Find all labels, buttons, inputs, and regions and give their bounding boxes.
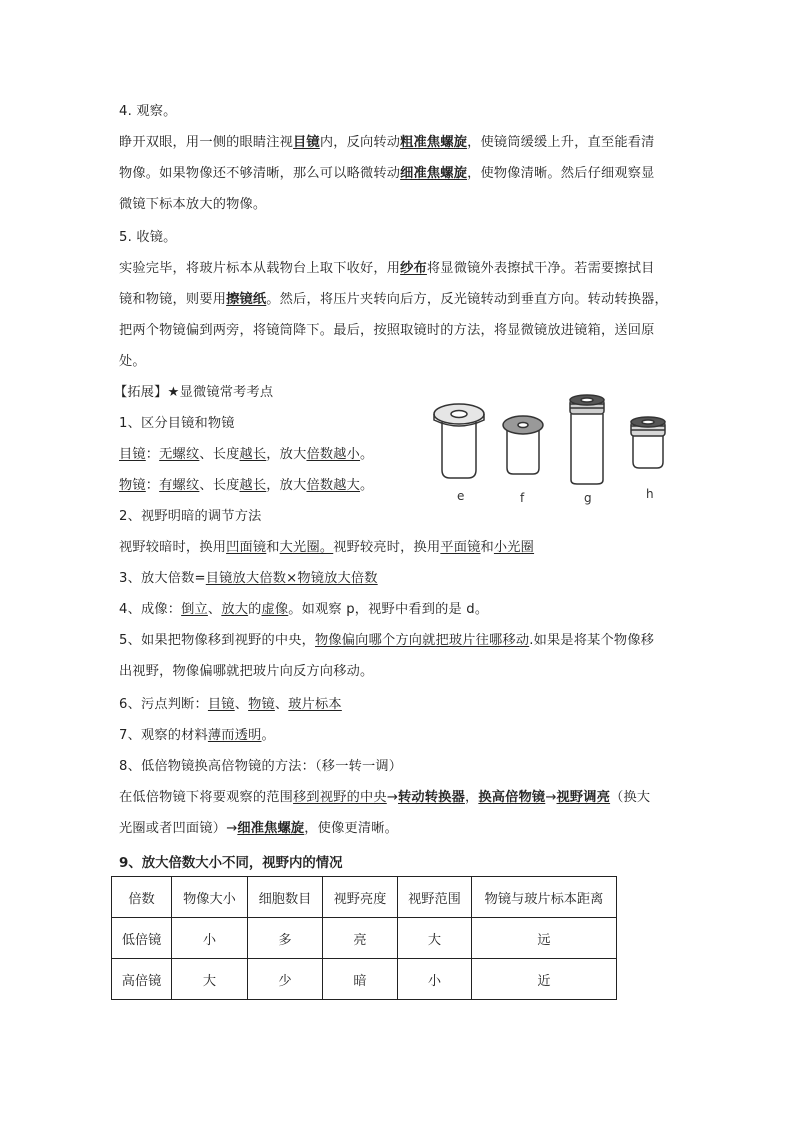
text: → <box>386 790 399 805</box>
keyword: 物镜 <box>119 478 146 493</box>
text: 、长度 <box>199 478 240 493</box>
keyword: 擦镜纸 <box>226 292 267 307</box>
text: 、长度 <box>199 447 240 462</box>
table-cell: 大 <box>172 959 248 1000</box>
step5-line2 <box>119 291 668 309</box>
point5-line1 <box>119 632 654 650</box>
keyword: 凹面镜 <box>226 540 267 555</box>
point1-eyepiece <box>119 446 373 464</box>
text: ，放大 <box>266 478 307 493</box>
text: 3、放大倍数= <box>119 571 206 586</box>
point1-title: 1、区分目镜和物镜 <box>119 416 235 431</box>
text: 睁开双眼，用一侧的眼睛注视 <box>119 135 294 150</box>
point1-objective <box>119 477 373 495</box>
keyword: 目镜 <box>293 135 320 150</box>
text: 。 <box>360 447 374 462</box>
expand-title: 【拓展】★显微镜常考考点 <box>114 385 274 400</box>
point5-line2: 出视野，物像偏哪就把玻片向反方向移动。 <box>119 664 374 679</box>
lens-label-h: h <box>646 487 654 501</box>
keyword: 小光圈 <box>493 540 535 555</box>
point9-title: 9、放大倍数大小不同，视野内的情况 <box>119 856 343 871</box>
lens-illustration <box>428 392 678 510</box>
point8-title: 8、低倍物镜换高倍物镜的方法：（移一转一调） <box>119 759 403 774</box>
text: 物像。如果物像还不够清晰，那么可以略微转动 <box>119 166 401 181</box>
keyword: 越长 <box>239 478 267 493</box>
table-cell: 小 <box>172 918 248 959</box>
objective-g-icon <box>570 395 604 484</box>
point2-title: 2、视野明暗的调节方法 <box>119 509 262 524</box>
step4-line1 <box>119 134 655 152</box>
step5-line4: 处。 <box>119 354 146 369</box>
lens-label-g: g <box>584 491 592 505</box>
keyword: 倍数越小 <box>306 447 361 462</box>
table-row <box>112 918 617 959</box>
text: 。然后，将压片夹转向后方，反光镜转动到垂直方向。转动转换器， <box>266 292 668 307</box>
keyword: 转动转换器 <box>398 790 465 805</box>
keyword: 视野调亮 <box>556 790 611 805</box>
table-cell: 近 <box>472 959 617 1000</box>
text: 在低倍物镜下将要观察的范围 <box>119 790 294 805</box>
keyword: 移到视野的中央 <box>293 790 387 805</box>
step4-line2 <box>119 165 655 183</box>
text: 7、观察的材料 <box>119 728 208 743</box>
table-cell: 低倍镜 <box>112 918 172 959</box>
lens-label-e: e <box>457 489 465 503</box>
text: 视野较暗时，换用 <box>119 540 227 555</box>
text: 。 <box>261 728 275 743</box>
point6 <box>119 696 342 714</box>
table-header-cell: 视野范围 <box>398 877 472 918</box>
text: ： <box>145 478 160 493</box>
text: 实验完毕，将玻片标本从载物台上取下收好，用 <box>119 261 401 276</box>
table-header-cell: 物像大小 <box>172 877 248 918</box>
text: 、 <box>274 697 289 712</box>
point8-line1 <box>119 789 650 807</box>
keyword: 玻片标本 <box>288 697 342 712</box>
objective-h-icon <box>631 417 665 468</box>
step5-heading: 5. 收镜。 <box>119 230 177 245</box>
keyword: 粗准焦螺旋 <box>400 135 468 150</box>
point7 <box>119 727 275 745</box>
table-row <box>112 959 617 1000</box>
keyword: 目镜 <box>207 697 235 712</box>
keyword: 倒立 <box>181 602 208 617</box>
keyword: 细准焦螺旋 <box>400 166 468 181</box>
eyepiece-f-icon <box>503 416 543 474</box>
step4-line3: 微镜下标本放大的物像。 <box>119 197 267 212</box>
text: 4、成像： <box>119 602 182 617</box>
text: 。如观察 p，视野中看到的是 d。 <box>288 602 489 617</box>
text: 、 <box>207 602 222 617</box>
keyword: 纱布 <box>400 261 427 276</box>
text: ，使像更清晰。 <box>304 821 399 836</box>
keyword: 物镜 <box>248 697 275 712</box>
text: ，放大 <box>266 447 307 462</box>
table-header-cell: 倍数 <box>112 877 172 918</box>
keyword: 目镜放大倍数×物镜放大倍数 <box>205 571 378 586</box>
text: （换大 <box>610 790 651 805</box>
text: 光圈或者凹面镜）→ <box>119 821 238 836</box>
point4 <box>119 601 488 619</box>
step5-line3: 把两个物镜偏到两旁，将镜筒降下。最后，按照取镜时的方法，将显微镜放进镜箱，送回原 <box>119 323 655 338</box>
step5-line1 <box>119 260 655 278</box>
table-header-cell: 物镜与玻片标本距离 <box>472 877 617 918</box>
text: 视野较亮时，换用 <box>333 540 441 555</box>
table-cell: 大 <box>398 918 472 959</box>
step4-heading: 4. 观察。 <box>119 104 177 119</box>
text: 5、如果把物像移到视野的中央， <box>119 633 316 648</box>
table-cell: 高倍镜 <box>112 959 172 1000</box>
table-cell: 远 <box>472 918 617 959</box>
keyword: 倍数越大 <box>306 478 361 493</box>
point8-line2 <box>119 820 398 838</box>
keyword: 有螺纹 <box>159 478 200 493</box>
table-header-cell: 视野亮度 <box>323 877 398 918</box>
text: 和 <box>480 540 494 555</box>
keyword: 越长 <box>239 447 267 462</box>
keyword: 换高倍物镜 <box>478 790 546 805</box>
table-cell: 小 <box>398 959 472 1000</box>
text: ， <box>464 790 479 805</box>
magnification-table <box>111 876 617 1000</box>
table-cell: 暗 <box>323 959 398 1000</box>
table-cell: 多 <box>248 918 323 959</box>
text: → <box>545 790 557 805</box>
keyword: 平面镜 <box>440 540 481 555</box>
table-header-row <box>112 877 617 918</box>
text: 将显微镜外表擦拭干净。若需要擦拭目 <box>426 261 655 276</box>
table-cell: 亮 <box>323 918 398 959</box>
text: 6、污点判断： <box>119 697 208 712</box>
eyepiece-e-icon <box>434 404 484 478</box>
table-cell: 少 <box>248 959 323 1000</box>
point3 <box>119 570 378 588</box>
text: 和 <box>266 540 280 555</box>
text: 的 <box>248 602 262 617</box>
keyword: 虚像 <box>261 602 289 617</box>
text: 镜和物镜，则要用 <box>119 292 227 307</box>
keyword: 薄而透明 <box>207 728 262 743</box>
keyword: 物像偏向哪个方向就把玻片往哪移动 <box>315 633 530 648</box>
keyword: 目镜 <box>119 447 146 462</box>
keyword: 放大 <box>221 602 249 617</box>
text: ： <box>145 447 160 462</box>
text: ，使物像清晰。然后仔细观察显 <box>467 166 655 181</box>
text: 内，反向转动 <box>319 135 401 150</box>
keyword: 无螺纹 <box>159 447 200 462</box>
keyword: 大光圈。 <box>279 540 334 555</box>
keyword: 细准焦螺旋 <box>237 821 305 836</box>
point2-body <box>119 539 534 557</box>
text: 。 <box>360 478 374 493</box>
text: .如果是将某个物像移 <box>529 633 655 648</box>
table-header-cell: 细胞数目 <box>248 877 323 918</box>
text: ，使镜筒缓缓上升，直至能看清 <box>467 135 655 150</box>
text: 、 <box>234 697 249 712</box>
lens-label-f: f <box>520 491 525 505</box>
